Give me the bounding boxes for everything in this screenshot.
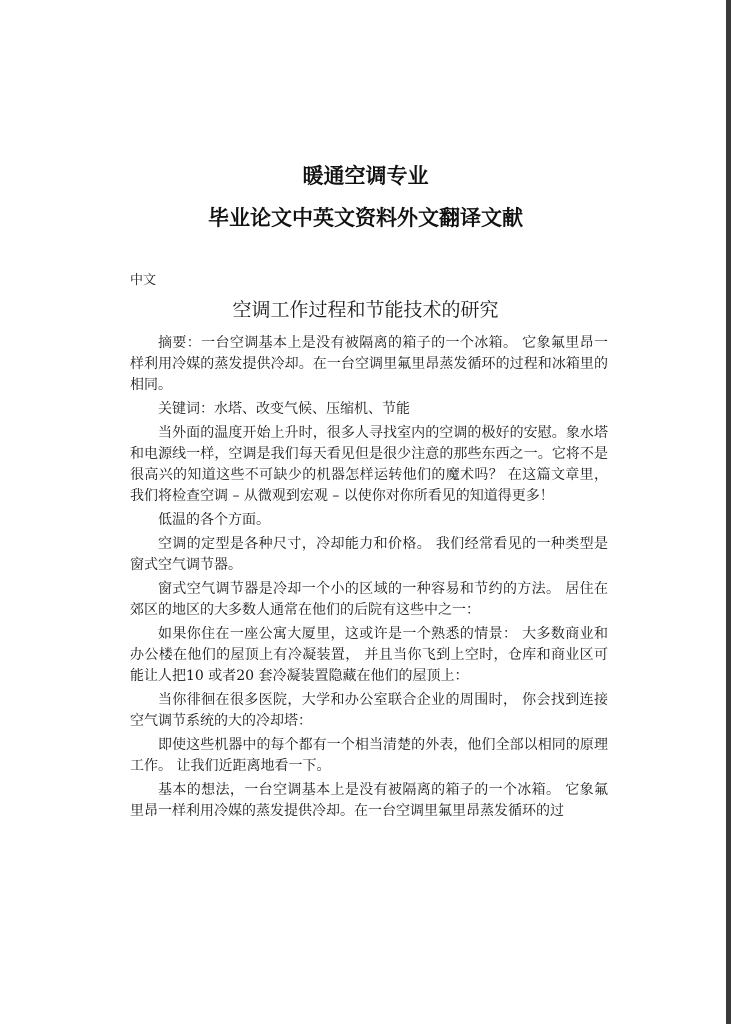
abstract-paragraph: 摘要：一台空调基本上是没有被隔离的箱子的一个冰箱。 它象氟里昂一样利用冷媒的蒸发提供冷却。在一台空调里氟里昂蒸发循环的过程和冰箱里的相同。 xyxy=(130,335,608,393)
document-title-line-2: 毕业论文中英文资料外文翻译文献 xyxy=(208,206,523,230)
body-paragraph: 空调的定型是各种尺寸，冷却能力和价格。 我们经常看见的一种类型是窗式空气调节器。 xyxy=(130,536,608,573)
body-paragraph: 如果你住在一座公寓大厦里，这或许是一个熟悉的情景： 大多数商业和办公楼在他们的屋顶上有冷凝装置， 并且当你飞到上空时，仓库和商业区可能让人把10 或者20 套冷凝装置隐藏在他们的屋顶上： xyxy=(130,626,608,684)
document-title-line-1: 暖通空调专业 xyxy=(302,164,429,188)
body-paragraph: 窗式空气调节器是冷却一个小的区域的一种容易和节约的方法。 居住在郊区的地区的大多数人通常在他们的后院有这些中之一： xyxy=(130,581,608,618)
keywords-paragraph: 关键词：水塔、改变气候、压缩机、节能 xyxy=(158,401,410,417)
body-paragraph: 低温的各个方面。 xyxy=(158,512,270,528)
body-paragraph: 当外面的温度开始上升时，很多人寻找室内的空调的极好的安慰。象水塔和电源线一样，空调是我们每天看见但是很少注意的那些东西之一。它将不是很高兴的知道这些不可缺少的机器怎样运转他们的魔术吗？ 在这篇文章里，我们将检查空调 – 从微观到宏观 – 以使你对你所看见的知道得更多！ xyxy=(130,425,608,504)
page-edge-border xyxy=(726,0,731,1024)
body-paragraph: 即使这些机器中的每个都有一个相当清楚的外表，他们全部以相同的原理工作。 让我们近距离地看一下。 xyxy=(130,737,608,774)
article-title: 空调工作过程和节能技术的研究 xyxy=(232,299,499,321)
document-title-block xyxy=(0,160,731,234)
body-paragraph: 基本的想法，一台空调基本上是没有被隔离的箱子的一个冰箱。 它象氟里昂一样利用冷媒的蒸发提供冷却。在一台空调里氟里昂蒸发循环的过 xyxy=(130,782,608,819)
article-body xyxy=(130,333,608,825)
body-paragraph: 当你徘徊在很多医院，大学和办公室联合企业的周围时， 你会找到连接空气调节系统的大的冷却塔： xyxy=(130,692,608,729)
language-label: 中文 xyxy=(130,273,157,288)
